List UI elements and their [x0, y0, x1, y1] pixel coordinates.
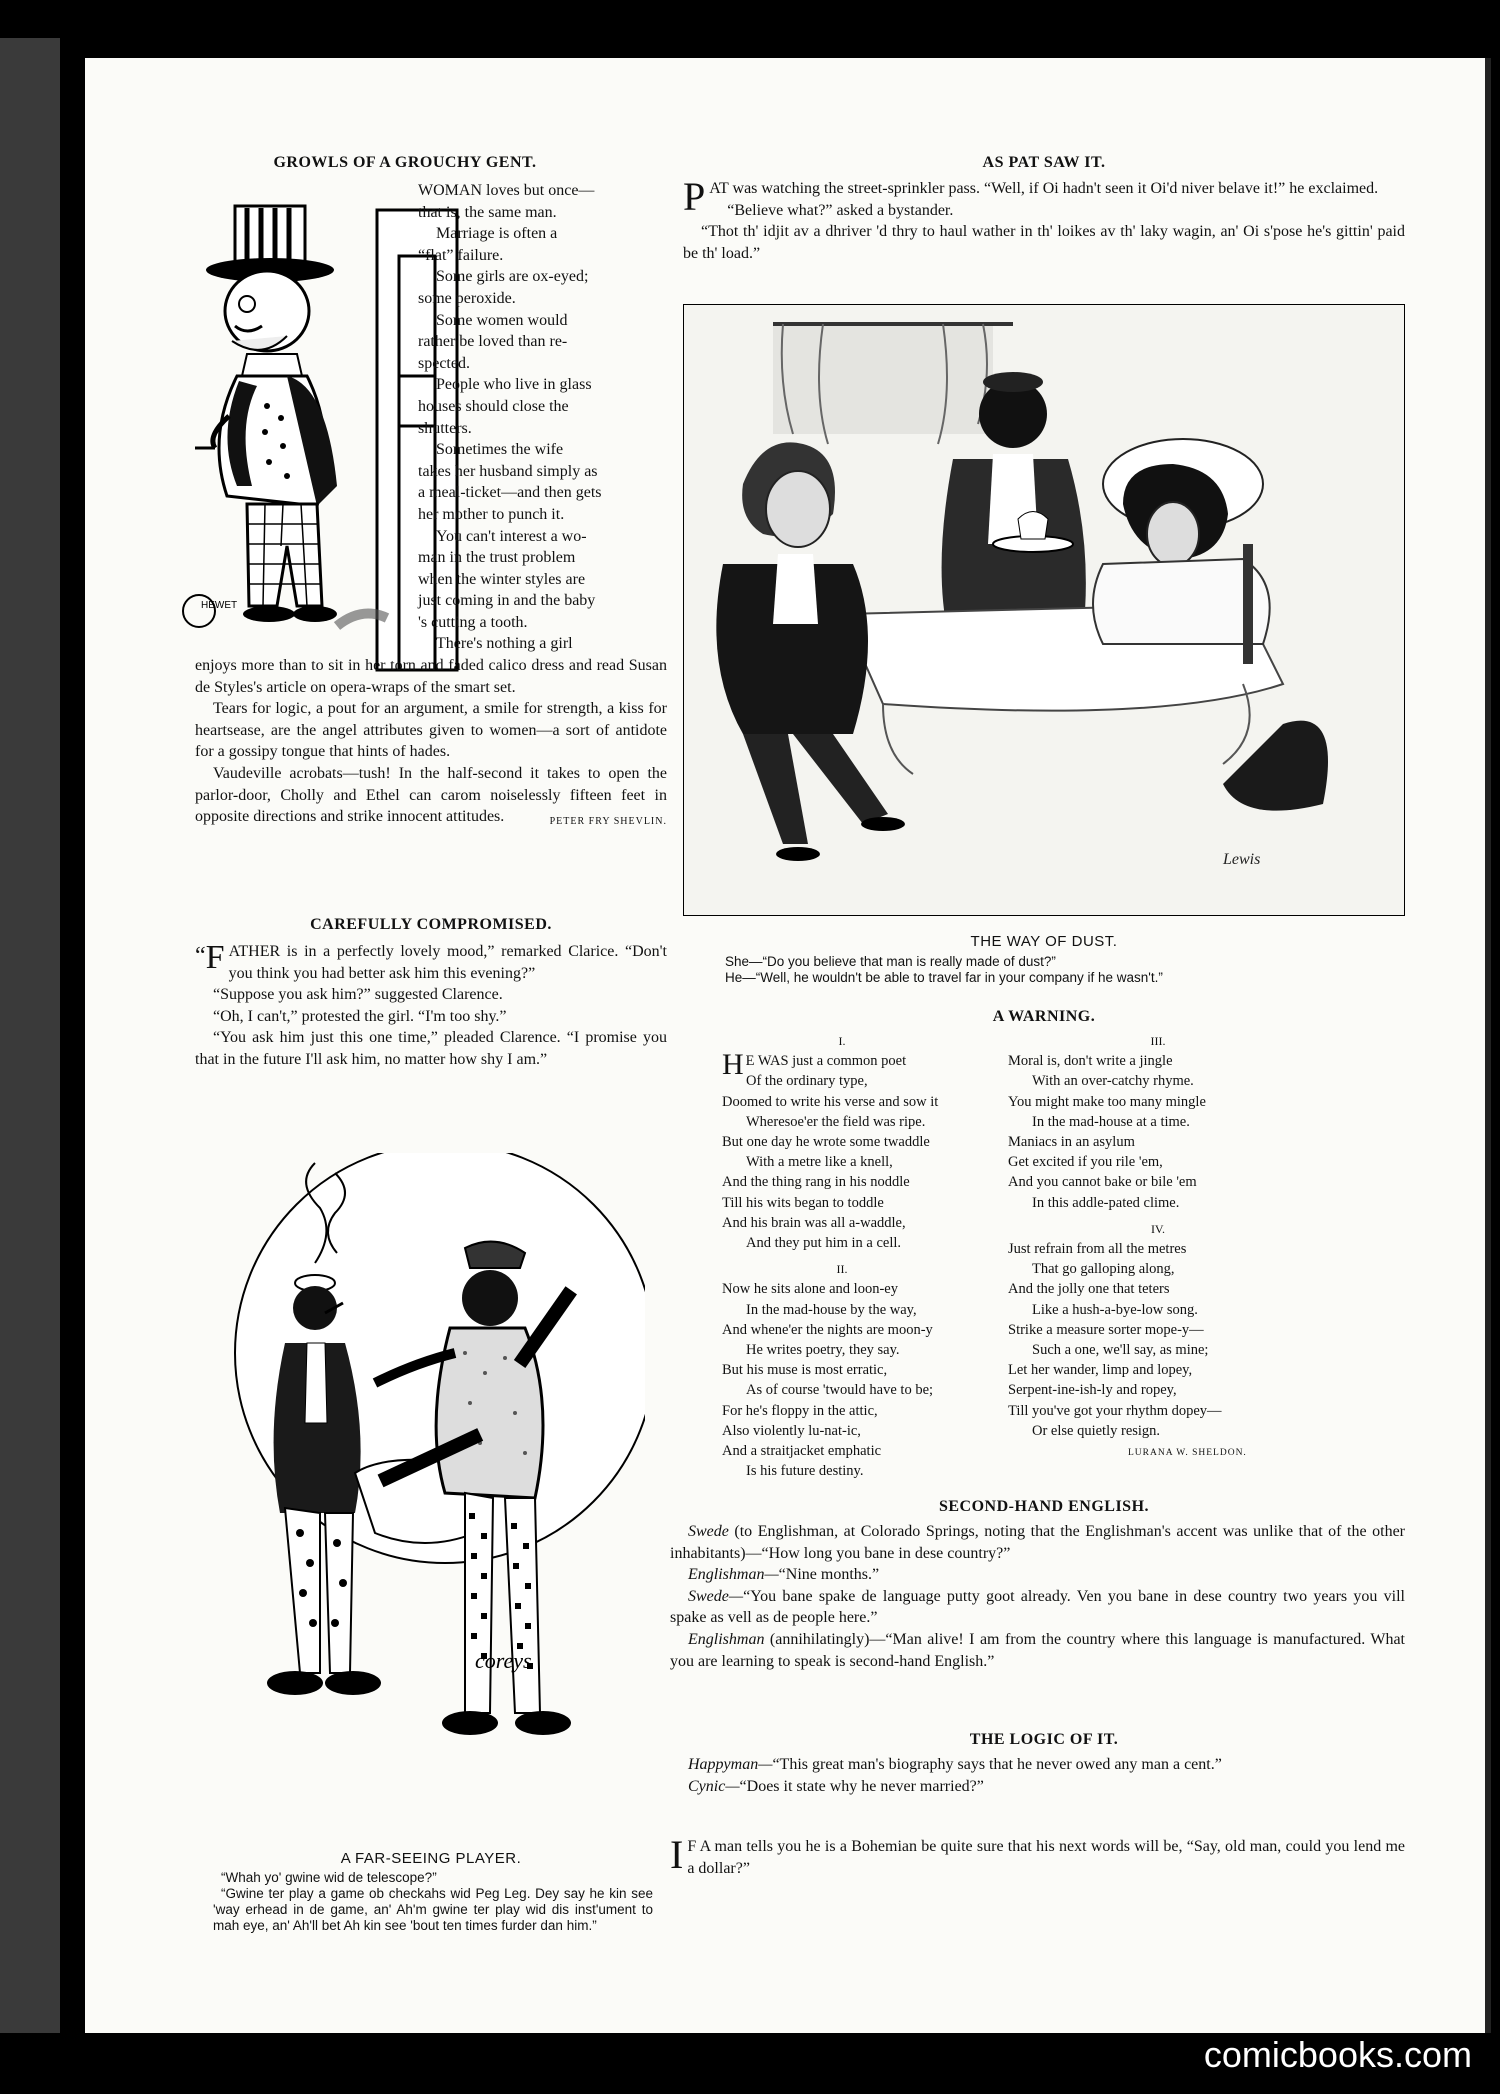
- stanza-1-number: I.: [838, 1034, 846, 1048]
- poem-line: Or else quietly resign.: [1032, 1422, 1161, 1439]
- player-answer: “Gwine ter play a game ob checkahs wid Peg Leg. Dey say he kin see 'way erhead in de game, an' Ah'm gwine ter play wid dis inst'ument to mah eye, an' Ah'll bet Ah kin see 'bout ten times furder dan him.”: [213, 1886, 653, 1933]
- poem-line: He writes poetry, they say.: [746, 1342, 900, 1359]
- page-left-edge: [0, 38, 60, 2033]
- player-question: “Whah yo' gwine wid de telescope?”: [221, 1870, 437, 1885]
- growls-line: houses should close the: [418, 397, 569, 415]
- poem-line: Till his wits began to toddle: [722, 1194, 884, 1211]
- poem-line: Till you've got your rhythm dopey—: [1008, 1402, 1222, 1419]
- logic-paragraph-2: [670, 1776, 1405, 1798]
- compromised-paragraph-4: “You ask him just this one time,” pleaded Clarence. “I promise you that in the future I'll ask him, no matter how shy I am.”: [195, 1029, 667, 1068]
- logic-p1-text: “This great man's biography says that he never owed any man a cent.”: [772, 1756, 1222, 1773]
- poem-line: Maniacs in an asylum: [1008, 1134, 1135, 1151]
- compromised-paragraph-2: “Suppose you ask him?” suggested Clarence.: [213, 986, 503, 1004]
- growls-line: spected.: [418, 354, 470, 372]
- english-p1-text: (to Englishman, at Colorado Springs, noting that the Englishman's accent was unlike that of the other inhabitants)—“How long you bane in dese country?”: [670, 1523, 1405, 1562]
- stanza-4-number: IV.: [1150, 1221, 1166, 1236]
- compromised-open-quote: “: [195, 943, 206, 969]
- growls-line: 's cutting a tooth.: [418, 613, 528, 631]
- logic-title: THE LOGIC OF IT.: [969, 1731, 1119, 1748]
- growls-title: GROWLS OF A GROUCHY GENT.: [273, 154, 537, 171]
- poem-line: Like a hush-a-bye-low song.: [1032, 1301, 1198, 1318]
- growls-artist-signature: HEWET: [201, 600, 238, 611]
- logic-happyman-label: Happyman—: [688, 1756, 773, 1773]
- growls-line: WOMAN loves but once—: [418, 182, 595, 199]
- logic-p2-text: “Does it state why he never married?”: [739, 1777, 984, 1795]
- english-p3-text: “You bane spake de language putty goot already. Ven you bane in dese country two years you vill spake as vell as de people here.”: [670, 1587, 1405, 1627]
- poem-line: Also violently lu-nat-ic,: [722, 1422, 861, 1439]
- poem-line: Is his future destiny.: [746, 1463, 864, 1480]
- english-paragraph-3: [670, 1586, 1405, 1629]
- poem-line: Of the ordinary type,: [746, 1073, 868, 1090]
- bohemian-paragraph: [670, 1832, 1405, 1879]
- warning-byline: LURANA W. SHELDON.: [1128, 1448, 1247, 1459]
- dust-she-label: She—: [725, 954, 763, 969]
- logic-paragraph-1: [670, 1754, 1405, 1776]
- dust-caption-title: THE WAY OF DUST.: [970, 933, 1118, 950]
- poem-line: Just refrain from all the metres: [1008, 1241, 1187, 1258]
- growls-byline: PETER FRY SHEVLIN.: [549, 815, 667, 827]
- warning-right-stanzas: [1008, 1031, 1368, 1463]
- poem-line: As of course 'twould have to be;: [746, 1382, 934, 1399]
- growls-tears-paragraph: Tears for logic, a pout for an argument, a smile for strength, a kiss for heartsease, are the angel attributes given to women—a sort of antidote for a gossipy tongue that hints of hades.: [195, 700, 667, 761]
- growls-line: You can't interest a wo-: [436, 527, 587, 545]
- growls-vaudeville-paragraph: Vaudeville acrobats—tush! In the half-second it takes to open the parlor-door, Cholly and Ethel can carom noiselessly fifteen feet in opposite directions and strike innocent attitudes.: [195, 764, 667, 826]
- pat-title: AS PAT SAW IT.: [982, 154, 1106, 171]
- pat-dropcap: P: [683, 174, 706, 219]
- growls-continued: [195, 655, 667, 832]
- warning-left-stanzas: [722, 1031, 1022, 1481]
- poem-line: Strike a measure sorter mope-y—: [1008, 1321, 1204, 1338]
- poem-line: Doomed to write his verse and sow it: [722, 1093, 939, 1110]
- growls-line: There's nothing a girl: [436, 635, 573, 653]
- poem-line: Such a one, we'll say, as mine;: [1032, 1342, 1209, 1359]
- growls-line: Marriage is often a: [436, 225, 558, 243]
- bohemian-dropcap: I: [670, 1832, 684, 1877]
- compromised-title: CAREFULLY COMPROMISED.: [310, 916, 552, 933]
- magazine-page: [85, 58, 1485, 2033]
- poem-line: But his muse is most erratic,: [722, 1362, 888, 1379]
- compromised-paragraph-1: [195, 941, 667, 984]
- compromised-paragraph-3: “Oh, I can't,” protested the girl. “I'm too shy.”: [213, 1007, 507, 1025]
- growls-line: her mother to punch it.: [418, 505, 565, 523]
- growls-line: Some girls are ox-eyed;: [436, 268, 589, 286]
- growls-line: shutters.: [418, 419, 472, 437]
- growls-line: Sometimes the wife: [436, 441, 564, 459]
- page-right-edge: [1485, 58, 1491, 2033]
- pat-paragraph-3: “Thot th' idjit av a dhriver 'd thry to haul wather in th' loikes av th' laky wagin, an' Oi s'pose he's gittin' paid be th' load.”: [683, 223, 1405, 262]
- growls-calico-paragraph: enjoys more than to sit in her torn and faded calico dress and read Susan de Styles's article on opera-wraps of the smart set.: [195, 657, 667, 696]
- dust-dialogue: [725, 954, 1405, 986]
- logic-cynic-label: Cynic—: [688, 1777, 740, 1795]
- growls-line: People who live in glass: [436, 376, 592, 394]
- growls-line: rather be loved than re-: [418, 333, 568, 351]
- poem-line: Wheresoe'er the field was ripe.: [746, 1113, 926, 1130]
- poem-line: And his brain was all a-waddle,: [722, 1214, 906, 1231]
- poem-line: And you cannot bake or bile 'em: [1008, 1174, 1197, 1191]
- poem-line: You might make too many mingle: [1008, 1093, 1206, 1110]
- watermark: comicbooks.com: [1203, 2034, 1472, 2075]
- poem-line: And the jolly one that teters: [1008, 1281, 1170, 1298]
- english-englishman-label: Englishman—: [688, 1566, 779, 1584]
- poem-line: In this addle-pated clime.: [1032, 1194, 1180, 1211]
- growls-line: “flat” failure.: [418, 246, 504, 264]
- english-title: SECOND-HAND ENGLISH.: [938, 1498, 1150, 1515]
- bohemian-text: [670, 1832, 1405, 1879]
- growls-wrapped-text: [418, 180, 666, 655]
- growls-line: just coming in and the baby: [418, 592, 596, 610]
- poem-line: That go galloping along,: [1032, 1261, 1175, 1278]
- growls-line: that is, the same man.: [418, 203, 557, 221]
- english-englishman-label-2: Englishman: [688, 1630, 765, 1648]
- dust-he-line: [725, 970, 1405, 986]
- way-of-dust-illustration: [683, 304, 1405, 916]
- stanza-3-number: III.: [1150, 1034, 1166, 1048]
- growls-line: when the winter styles are: [418, 570, 586, 588]
- compromised-p1-text: ATHER is in a perfectly lovely mood,” remarked Clarice. “Don't you think you had better ask him this evening?”: [228, 943, 667, 982]
- dust-she-line: [725, 954, 1405, 970]
- warning-dropcap: H: [722, 1048, 744, 1082]
- english-paragraph-4: [670, 1629, 1405, 1672]
- warning-title: A WARNING.: [992, 1008, 1096, 1025]
- growls-line: takes her husband simply as: [418, 462, 598, 480]
- player-caption-title: A FAR-SEEING PLAYER.: [340, 1850, 522, 1867]
- english-p4-text: (annihilatingly)—“Man alive! I am from the country where this language is manufactured. What you are learning to speak is second-hand English.”: [670, 1630, 1405, 1670]
- growls-line: a meal-ticket—and then gets: [418, 484, 602, 502]
- english-paragraph-2: [670, 1564, 1405, 1586]
- poem-line-text: E WAS just a common poet: [745, 1053, 907, 1070]
- poem-line: Let her wander, limp and lopey,: [1008, 1362, 1193, 1379]
- english-p2-text: “Nine months.”: [778, 1566, 880, 1584]
- growls-line: man in the trust problem: [418, 549, 576, 567]
- stanza-2-number: II.: [836, 1262, 848, 1277]
- compromised-dropcap: F: [205, 939, 225, 976]
- english-text: [670, 1521, 1405, 1672]
- dust-she-text: “Do you believe that man is really made of dust?”: [762, 954, 1056, 969]
- growls-line: Some women would: [436, 311, 568, 329]
- poem-line: Now he sits alone and loon-ey: [722, 1281, 898, 1298]
- dust-he-text: “Well, he wouldn't be able to travel far in your company if he wasn't.”: [755, 970, 1163, 985]
- pat-text: [683, 174, 1405, 264]
- player-artist-signature: coreys: [475, 1648, 532, 1673]
- far-seeing-player-illustration: [225, 1153, 645, 1843]
- poem-line: With an over-catchy rhyme.: [1032, 1073, 1194, 1090]
- poem-line: But one day he wrote some twaddle: [722, 1134, 930, 1151]
- english-swede-label: Swede: [688, 1523, 729, 1540]
- bohemian-text-body: F A man tells you he is a Bohemian be quite sure that his next words will be, “Say, old man, could you lend me a dollar?”: [687, 1838, 1405, 1877]
- poem-line: With a metre like a knell,: [746, 1154, 893, 1171]
- english-swede-label-2: Swede—: [688, 1587, 744, 1605]
- compromised-text: [195, 941, 667, 1071]
- poem-line: And a straitjacket emphatic: [722, 1443, 882, 1460]
- dust-he-label: He—: [725, 970, 756, 985]
- poem-line: Serpent-ine-ish-ly and ropey,: [1008, 1382, 1177, 1399]
- dust-artist-signature: Lewis: [1223, 851, 1261, 868]
- logic-text: [670, 1754, 1405, 1797]
- poem-line: In the mad-house at a time.: [1032, 1113, 1190, 1130]
- player-dialogue: [213, 1870, 653, 1934]
- poem-line: And whene'er the nights are moon-y: [722, 1321, 933, 1338]
- poem-line: Get excited if you rile 'em,: [1008, 1154, 1163, 1171]
- pat-p1-text: AT was watching the street-sprinkler pass. “Well, if Oi hadn't seen it Oi'd niver belave it!” he exclaimed.: [709, 180, 1379, 197]
- pat-paragraph-2: “Believe what?” asked a bystander.: [727, 201, 954, 219]
- poem-line: And the thing rang in his noddle: [722, 1174, 910, 1191]
- poem-line: Moral is, don't write a jingle: [1008, 1053, 1173, 1070]
- english-paragraph-1: [670, 1521, 1405, 1564]
- poem-line: For he's floppy in the attic,: [722, 1402, 878, 1419]
- poem-line: In the mad-house by the way,: [746, 1301, 917, 1318]
- growls-line: some peroxide.: [418, 289, 516, 307]
- poem-line: And they put him in a cell.: [746, 1235, 902, 1252]
